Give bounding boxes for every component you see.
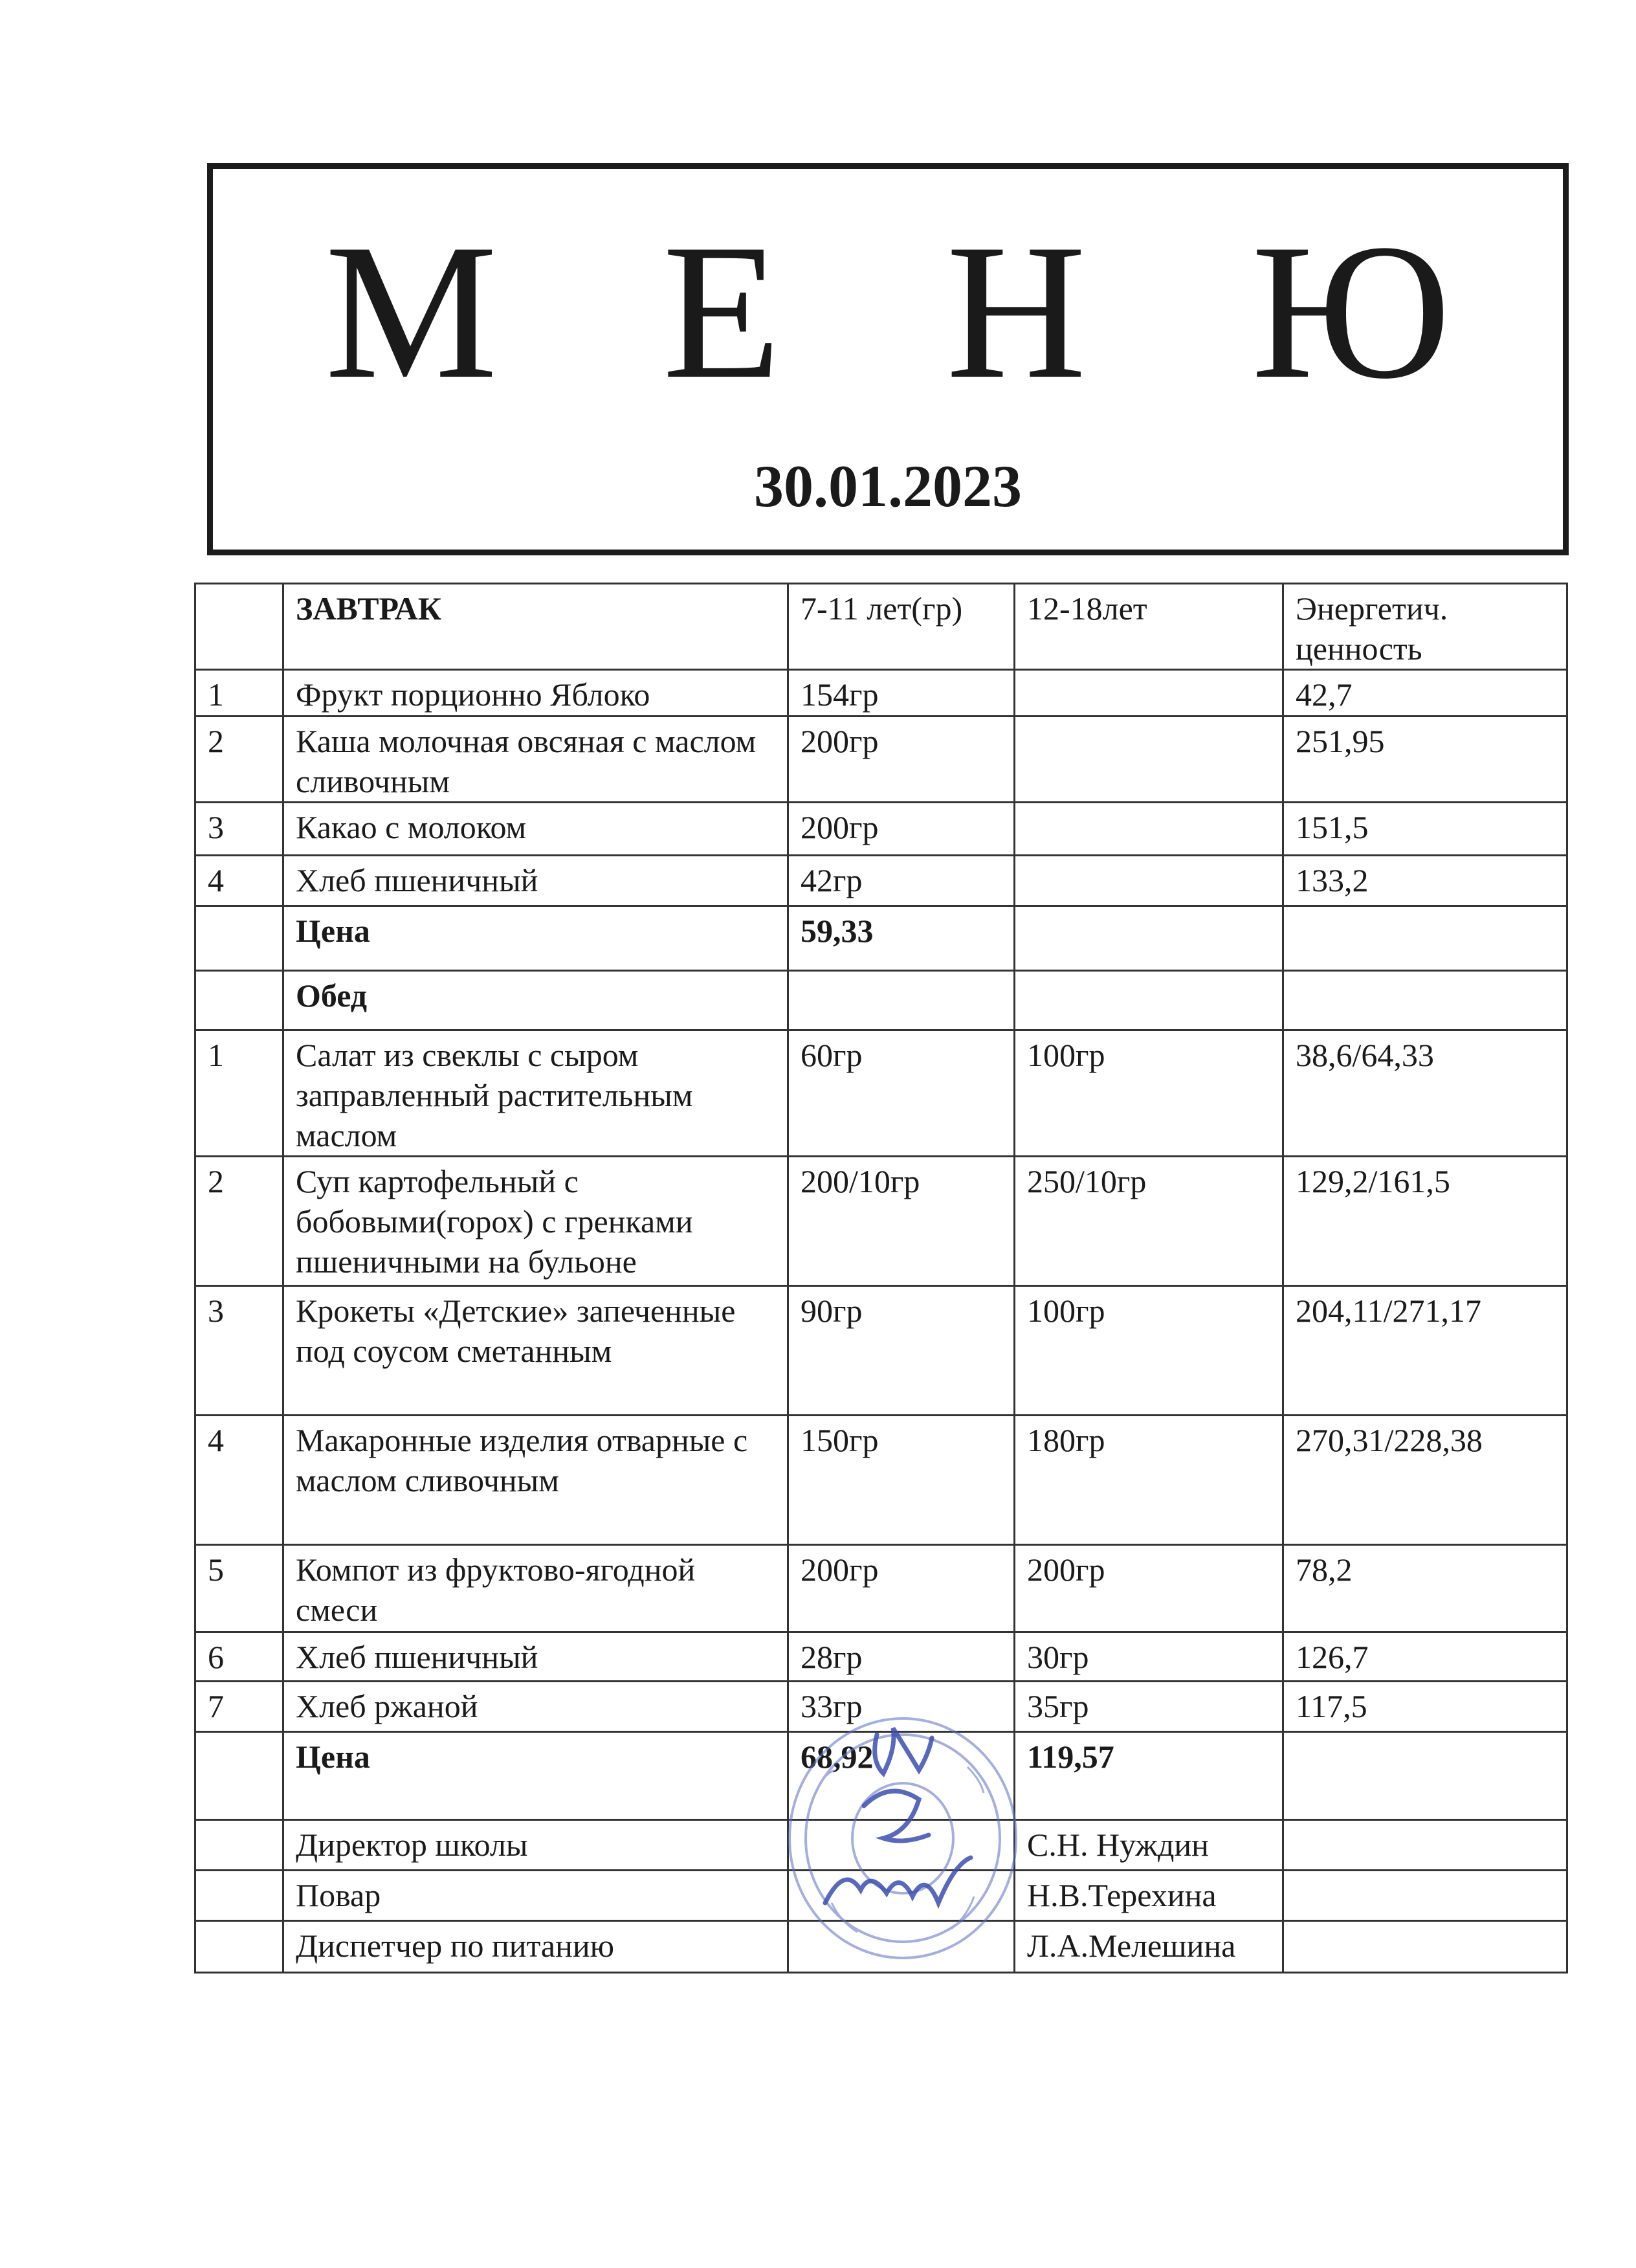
sign-role: Повар — [283, 1871, 788, 1921]
row-energy: 204,11/271,17 — [1283, 1286, 1567, 1416]
sign-num-cell — [195, 1871, 283, 1921]
lunch-price-a: 68,92 — [788, 1732, 1015, 1820]
row-dish: Крокеты «Детские» запеченные под соусом сметанным — [283, 1286, 788, 1416]
row-dish: Макаронные изделия отварные с маслом сливочным — [283, 1416, 788, 1545]
table-row — [195, 803, 1567, 856]
table-row — [195, 856, 1567, 906]
lunch-price-row — [195, 1732, 1567, 1820]
row-portion-a: 200гр — [788, 1545, 1015, 1632]
lunch-price-num-cell — [195, 1732, 283, 1820]
breakfast-price-energy — [1283, 906, 1567, 971]
lunch-title-empty-c — [1283, 971, 1567, 1030]
row-num: 2 — [195, 717, 283, 803]
sign-person: Н.В.Терехина — [1015, 1871, 1283, 1921]
table-row — [195, 1632, 1567, 1682]
row-dish: Хлеб ржаной — [283, 1682, 788, 1732]
sign-signature-cell — [788, 1871, 1015, 1921]
breakfast-price-label: Цена — [283, 906, 788, 971]
row-dish: Суп картофельный с бобовыми(горох) с гренками пшеничными на бульоне — [283, 1157, 788, 1286]
price-num-cell — [195, 906, 283, 971]
table-row — [195, 670, 1567, 717]
header-col-b: 12-18лет — [1015, 584, 1283, 670]
header-num-cell — [195, 584, 283, 670]
row-num: 3 — [195, 803, 283, 856]
row-portion-a: 200гр — [788, 803, 1015, 856]
row-portion-a: 154гр — [788, 670, 1015, 717]
row-portion-b — [1015, 717, 1283, 803]
row-energy: 151,5 — [1283, 803, 1567, 856]
sign-empty-cell — [1283, 1820, 1567, 1871]
menu-date: 30.01.2023 — [754, 453, 1022, 519]
row-portion-a: 60гр — [788, 1030, 1015, 1157]
row-portion-a: 90гр — [788, 1286, 1015, 1416]
row-portion-b: 200гр — [1015, 1545, 1283, 1632]
row-num: 1 — [195, 1030, 283, 1157]
row-portion-b — [1015, 856, 1283, 906]
row-portion-b: 100гр — [1015, 1030, 1283, 1157]
row-dish: Каша молочная овсяная с маслом сливочным — [283, 717, 788, 803]
row-portion-b: 250/10гр — [1015, 1157, 1283, 1286]
menu-title: М Е Н Ю — [325, 204, 1509, 419]
sign-empty-cell — [1283, 1921, 1567, 1973]
row-portion-a: 28гр — [788, 1632, 1015, 1682]
header-col-energy: Энергетич. ценность — [1283, 584, 1567, 670]
signature-row — [195, 1820, 1567, 1871]
row-dish: Салат из свеклы с сыром заправленный растительным маслом — [283, 1030, 788, 1157]
menu-header-box — [207, 163, 1569, 555]
header-col-a: 7-11 лет(гр) — [788, 584, 1015, 670]
signature-row — [195, 1871, 1567, 1921]
table-row — [195, 1286, 1567, 1416]
row-dish: Фрукт порционно Яблоко — [283, 670, 788, 717]
row-num: 7 — [195, 1682, 283, 1732]
sign-signature-cell — [788, 1921, 1015, 1973]
row-num: 4 — [195, 856, 283, 906]
row-portion-a: 200гр — [788, 717, 1015, 803]
breakfast-price-row — [195, 906, 1567, 971]
row-portion-b — [1015, 670, 1283, 717]
row-energy: 117,5 — [1283, 1682, 1567, 1732]
row-energy: 270,31/228,38 — [1283, 1416, 1567, 1545]
table-row — [195, 1030, 1567, 1157]
lunch-title: Обед — [283, 971, 788, 1030]
row-energy: 42,7 — [1283, 670, 1567, 717]
row-portion-a: 42гр — [788, 856, 1015, 906]
sign-person: С.Н. Нуждин — [1015, 1820, 1283, 1871]
header-section: ЗАВТРАК — [283, 584, 788, 670]
row-dish: Какао с молоком — [283, 803, 788, 856]
lunch-price-label: Цена — [283, 1732, 788, 1820]
row-num: 1 — [195, 670, 283, 717]
row-energy: 126,7 — [1283, 1632, 1567, 1682]
lunch-title-empty-b — [1015, 971, 1283, 1030]
lunch-title-empty-a — [788, 971, 1015, 1030]
row-portion-b — [1015, 803, 1283, 856]
row-dish: Компот из фруктово-ягодной смеси — [283, 1545, 788, 1632]
row-num: 6 — [195, 1632, 283, 1682]
row-energy: 129,2/161,5 — [1283, 1157, 1567, 1286]
sign-role: Директор школы — [283, 1820, 788, 1871]
table-row — [195, 717, 1567, 803]
row-num: 5 — [195, 1545, 283, 1632]
row-energy: 38,6/64,33 — [1283, 1030, 1567, 1157]
row-portion-b: 35гр — [1015, 1682, 1283, 1732]
row-portion-a: 33гр — [788, 1682, 1015, 1732]
table-row — [195, 1416, 1567, 1545]
menu-table — [194, 583, 1568, 1973]
table-row — [195, 1157, 1567, 1286]
row-portion-b: 180гр — [1015, 1416, 1283, 1545]
sign-signature-cell — [788, 1820, 1015, 1871]
row-dish: Хлеб пшеничный — [283, 1632, 788, 1682]
row-energy: 251,95 — [1283, 717, 1567, 803]
sign-person: Л.А.Мелешина — [1015, 1921, 1283, 1973]
table-row — [195, 1682, 1567, 1732]
row-energy: 78,2 — [1283, 1545, 1567, 1632]
lunch-title-row — [195, 971, 1567, 1030]
row-energy: 133,2 — [1283, 856, 1567, 906]
row-portion-b: 100гр — [1015, 1286, 1283, 1416]
sign-empty-cell — [1283, 1871, 1567, 1921]
sign-num-cell — [195, 1820, 283, 1871]
signature-row — [195, 1921, 1567, 1973]
row-num: 3 — [195, 1286, 283, 1416]
breakfast-price-a: 59,33 — [788, 906, 1015, 971]
row-portion-b: 30гр — [1015, 1632, 1283, 1682]
row-portion-a: 150гр — [788, 1416, 1015, 1545]
lunch-num-cell — [195, 971, 283, 1030]
row-num: 2 — [195, 1157, 283, 1286]
sign-num-cell — [195, 1921, 283, 1973]
row-portion-a: 200/10гр — [788, 1157, 1015, 1286]
lunch-price-b: 119,57 — [1015, 1732, 1283, 1820]
row-dish: Хлеб пшеничный — [283, 856, 788, 906]
breakfast-price-b — [1015, 906, 1283, 971]
sign-role: Диспетчер по питанию — [283, 1921, 788, 1973]
table-row — [195, 1545, 1567, 1632]
row-num: 4 — [195, 1416, 283, 1545]
table-header-row — [195, 584, 1567, 670]
lunch-price-energy — [1283, 1732, 1567, 1820]
